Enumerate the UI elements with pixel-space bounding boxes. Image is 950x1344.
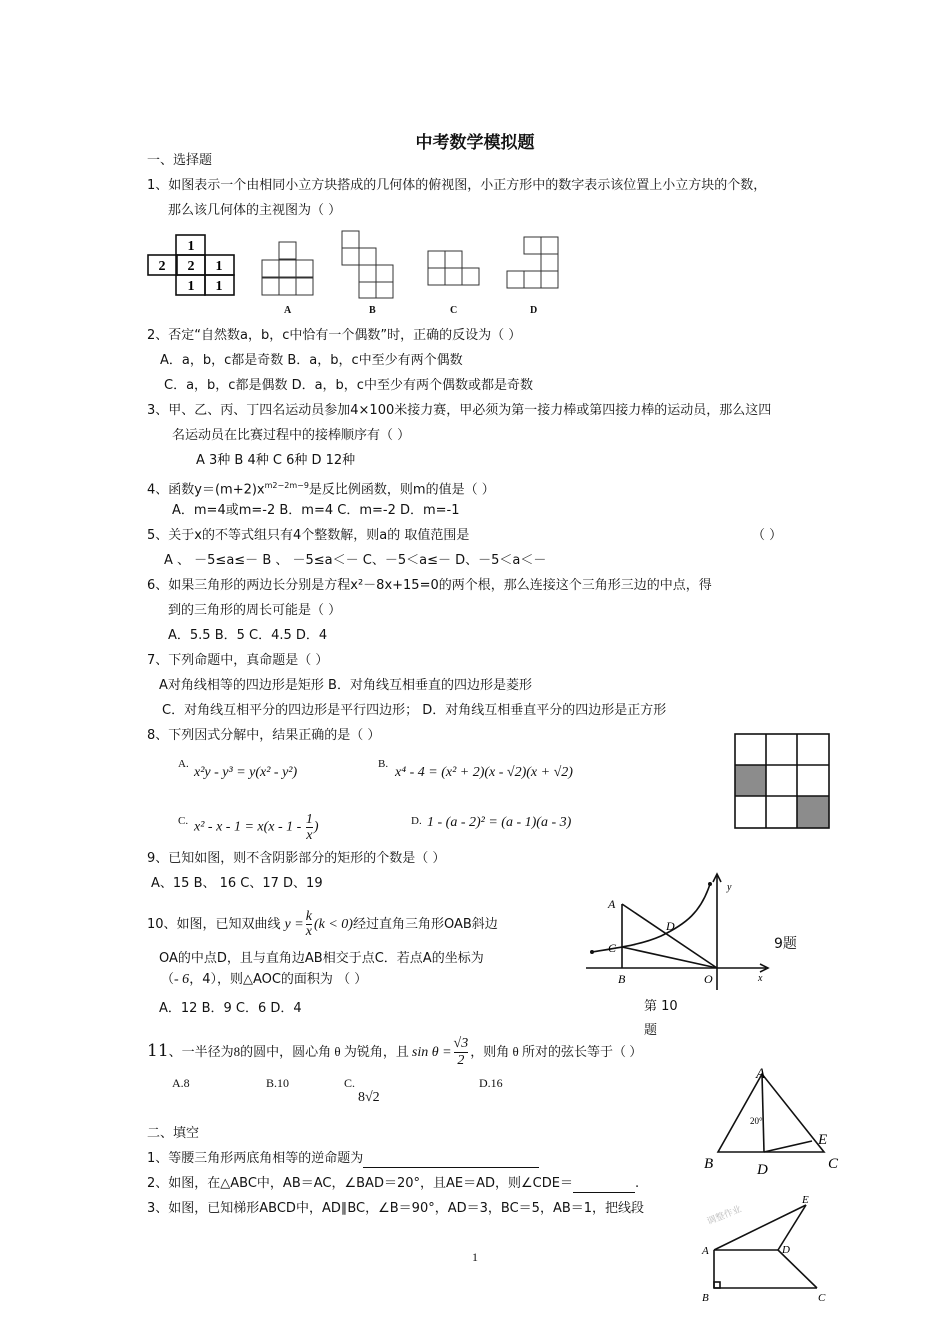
q1-line1: 1、如图表示一个由相同小立方块搭成的几何体的俯视图，小正方形中的数字表示该位置上小立方块的个数， (147, 178, 767, 193)
q7-options-cd: C．对角线互相平分的四边形是平行四边形； D．对角线互相垂直平分的四边形是正方形 (162, 703, 667, 718)
svg-text:A: A (608, 897, 616, 911)
q10-hyperbola-figure (586, 872, 776, 990)
q8-a-label: A. (178, 758, 189, 770)
page-title: 中考数学模拟题 (415, 133, 535, 153)
q4-line1 (147, 477, 495, 499)
q1-top-view-grid (147, 234, 237, 296)
q11-option-a: A.8 (172, 1076, 190, 1090)
q1-option-b-label: B (369, 305, 376, 316)
grid-number: 2 (187, 259, 195, 274)
q10-line2: OA的中点D，且与直角边AB相交于点C．若点A的坐标为 (159, 951, 484, 966)
q4-text-post: 是反比例函数，则m的值是（ ） (308, 482, 495, 498)
q8-d-expression: 1 - (a - 2)² = (a - 1)(a - 3) (427, 815, 572, 830)
q10-figure-caption: 第 10 (644, 999, 678, 1014)
q8-a-expression: x²y - y³ = y(x² - y²) (194, 765, 298, 780)
q2-options-ab: A．a，b，c都是奇数 B．a，b，c中至少有两个偶数 (160, 353, 463, 368)
q7-options-ab: A对角线相等的四边形是矩形 B．对角线互相垂直的四边形是菱形 (159, 678, 532, 693)
q8-c-frac-num: 1 (305, 812, 313, 827)
triangle-abc-figure (700, 1064, 845, 1176)
q10-figure-caption-2: 题 (644, 1023, 658, 1038)
q9-rectangle-grid-figure (734, 733, 830, 829)
section-fill-heading: 二、填空 (147, 1126, 200, 1141)
q10-line3: （- 6，4），则△AOC的面积为 （ ） (161, 972, 368, 987)
q11-option-c: C. (344, 1076, 356, 1090)
f2-line: 2、如图，在△ABC中，AB＝AC，∠BAD＝20°，且AE＝AD，则∠CDE＝ . (147, 1176, 640, 1191)
q10-frac-num: k (305, 909, 312, 924)
q5-answer-paren: （ ） (752, 528, 783, 543)
svg-text:E: E (802, 1194, 809, 1206)
q10-frac-den: x (305, 924, 312, 939)
q2-line1: 2、否定“自然数a，b，c中恰有一个偶数”时，正确的反设为（ ） (147, 328, 522, 343)
svg-text:D: D (757, 1162, 768, 1178)
q8-c-frac-den: x (306, 828, 313, 843)
f1-line: 1、等腰三角形两底角相等的逆命题为 (147, 1150, 539, 1168)
svg-text:B: B (618, 972, 626, 986)
f3-line: 3、如图，已知梯形ABCD中，AD∥BC，∠B＝90°，AD＝3，BC＝5，AB＝1，把线段 (147, 1201, 645, 1216)
q9-figure-caption: 9题 (774, 936, 797, 952)
q8-c-label: C. (178, 815, 189, 827)
q10-options: A．12 B．9 C．6 D．4 (159, 1001, 302, 1016)
shaded-cell (797, 796, 829, 828)
q3-options: A 3种 B 4种 C 6种 D 12种 (196, 453, 356, 468)
svg-text:A: A (756, 1066, 766, 1082)
svg-text:C: C (828, 1156, 839, 1172)
grid-number: 1 (215, 259, 223, 274)
q11-frac-den: 2 (457, 1053, 465, 1068)
svg-text:O: O (704, 972, 713, 986)
section-choice-heading: 一、选择题 (147, 153, 213, 168)
q8-b-expression: x⁴ - 4 = (x² + 2)(x - √2)(x + √2) (395, 765, 573, 780)
svg-text:C: C (818, 1292, 826, 1304)
faint-stamp-text: 调整作业 (706, 1204, 744, 1228)
svg-text:B: B (702, 1292, 709, 1304)
q10-line1: 10、如图，已知双曲线 y = $\frac{k}{x}$ (k < 0)经过直角三角形OAB斜边 (147, 909, 498, 939)
grid-number: 2 (158, 259, 166, 274)
svg-text:C: C (608, 941, 617, 955)
q1-option-a-figure (261, 242, 317, 298)
q3-line2: 名运动员在比赛过程中的接棒顺序有（ ） (172, 428, 411, 443)
q3-line1: 3、甲、乙、丙、丁四名运动员参加4×100米接力赛，甲必须为第一接力棒或第四接力棒的运动员，那么这四 (147, 403, 772, 418)
svg-text:D: D (782, 1244, 790, 1256)
q1-option-a-label: A (284, 305, 292, 316)
q7-line1: 7、下列命题中，真命题是（ ） (147, 653, 329, 668)
q5-options: A 、 －5≤a≤－ B 、 －5≤a＜－ C、－5＜a≤－ D、－5＜a＜－ (164, 553, 547, 568)
q8-line1: 8、下列因式分解中，结果正确的是（ ） (147, 728, 381, 743)
page-number: 1 (472, 1250, 478, 1264)
q11-option-d: D.16 (479, 1076, 503, 1090)
q6-line2: 到的三角形的周长可能是（ ） (168, 603, 342, 618)
svg-text:x: x (758, 973, 763, 984)
svg-text:E: E (818, 1132, 828, 1148)
q6-options: A．5.5 B．5 C．4.5 D．4 (168, 628, 328, 643)
q11-option-b: B.10 (266, 1076, 290, 1090)
q4-text: 4、函数y＝(m+2)x (147, 482, 265, 498)
svg-text:y: y (727, 882, 732, 893)
shaded-cell (735, 765, 766, 796)
q1-option-d-figure (506, 236, 562, 296)
q11-option-c-value: 8√2 (358, 1090, 380, 1105)
grid-number: 1 (187, 279, 195, 294)
q11-frac-num: √3 (453, 1036, 469, 1051)
q1-line2: 那么该几何体的主视图为（ ） (168, 203, 342, 218)
q8-c-expression: x² - x - 1 = x(x - 1 - $\frac{1}{x}$ ) (194, 812, 319, 843)
q4-options: A．m=4或m=-2 B．m=4 C．m=-2 D．m=-1 (172, 503, 460, 518)
q1-option-b-figure (341, 230, 401, 298)
q5-line1: 5、关于x的不等式组只有4个整数解，则a的 取值范围是 (147, 528, 470, 543)
q1-option-c-figure (427, 250, 483, 294)
q9-line1: 9、已知如图，则不含阴影部分的矩形的个数是（ ） (147, 851, 446, 866)
q2-options-cd: C．a，b，c都是偶数 D．a，b，c中至少有两个偶数或都是奇数 (164, 378, 533, 393)
q1-option-d-label: D (530, 305, 538, 316)
answer-blank[interactable] (573, 1178, 635, 1193)
svg-text:B: B (704, 1156, 714, 1172)
svg-text:20°: 20° (750, 1116, 763, 1126)
svg-text:D: D (666, 919, 675, 933)
grid-number: 1 (215, 279, 223, 294)
svg-text:A: A (702, 1245, 709, 1257)
q9-options: A、15 B、 16 C、17 D、19 (151, 876, 323, 891)
q4-exponent: m2−2m−9 (264, 481, 309, 490)
q6-line1: 6、如果三角形的两边长分别是方程x²－8x+15=0的两个根，那么连接这个三角形三边的中点，得 (147, 578, 712, 593)
q8-b-label: B. (378, 758, 389, 770)
q1-option-c-label: C (450, 305, 458, 316)
q11-line1: 11、一半径为8的圆中，圆心角 θ 为锐角，且 sin θ = $\frac{√3}{2}$ ，则角 θ 所对的弦长等于（ ） (147, 1036, 643, 1068)
q8-d-label: D. (411, 815, 422, 827)
grid-number: 1 (187, 239, 195, 254)
answer-blank[interactable] (363, 1153, 539, 1168)
trapezoid-figure (700, 1193, 830, 1305)
